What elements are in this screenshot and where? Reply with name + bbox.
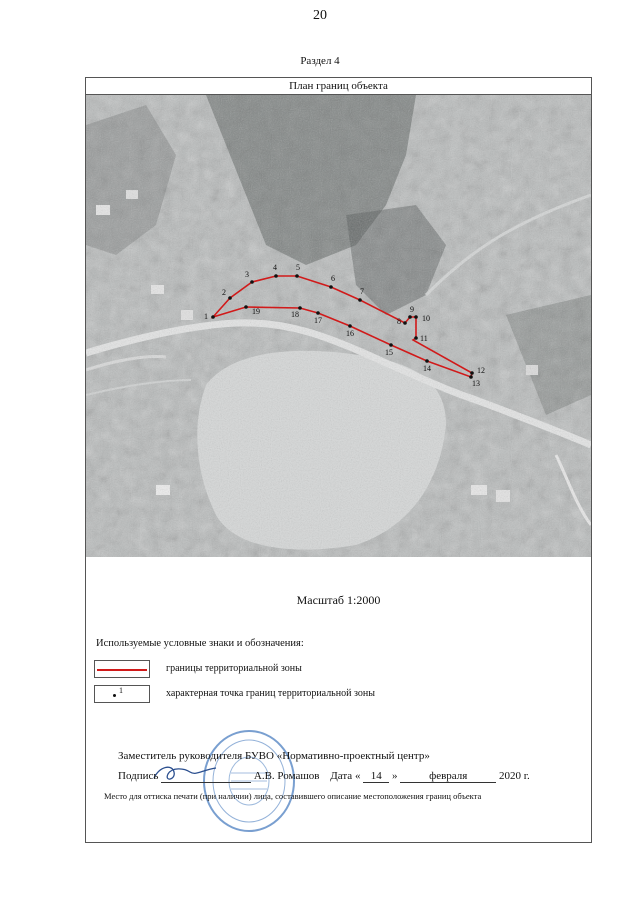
boundary-point-label: 8 — [397, 317, 401, 326]
legend-line-symbol — [94, 660, 150, 678]
boundary-point-label: 2 — [222, 288, 226, 297]
boundary-point — [414, 336, 418, 340]
boundary-point — [329, 285, 333, 289]
signer-position: Заместитель руководителя БУВО «Нормативно-проектный центр» — [118, 750, 430, 762]
point-dot-sample — [113, 694, 116, 697]
boundary-point — [358, 298, 362, 302]
boundary-point-label: 14 — [423, 364, 431, 373]
boundary-point-label: 16 — [346, 329, 354, 338]
boundary-point-label: 5 — [296, 263, 300, 272]
legend-point-symbol — [94, 685, 150, 703]
boundary-point — [244, 305, 248, 309]
date-day: 14 — [363, 770, 389, 783]
boundary-point — [470, 371, 474, 375]
section-title: Раздел 4 — [300, 55, 340, 67]
boundary-point-label: 18 — [291, 310, 299, 319]
boundary-point — [250, 280, 254, 284]
map-svg — [86, 95, 591, 557]
boundary-point-label: 17 — [314, 316, 322, 325]
date-month: февраля — [400, 770, 496, 783]
legend-label-boundary: границы территориальной зоны — [166, 663, 302, 674]
sign-label: Подпись — [118, 770, 159, 782]
boundary-point — [414, 315, 418, 319]
date-label: Дата « — [330, 770, 361, 782]
red-line-sample — [97, 669, 147, 671]
scale-text: Масштаб 1:2000 — [296, 593, 381, 607]
boundary-point — [389, 343, 393, 347]
boundary-point-label: 11 — [420, 334, 428, 343]
boundary-point — [403, 321, 407, 325]
boundary-point — [408, 315, 412, 319]
boundary-point-label: 3 — [245, 270, 249, 279]
boundary-point-label: 9 — [410, 305, 414, 314]
boundary-point-label: 15 — [385, 348, 393, 357]
stamp-note: Место для оттиска печати (при наличии) лица, составившего описание местоположения границ объекта — [104, 791, 482, 801]
boundary-point — [425, 359, 429, 363]
aerial-map — [86, 95, 591, 557]
legend-label-point: характерная точка границ территориальной зоны — [166, 688, 375, 699]
boundary-point-label: 19 — [252, 307, 260, 316]
boundary-point — [228, 296, 232, 300]
boundary-point — [211, 315, 215, 319]
boundary-point-label: 12 — [477, 366, 485, 375]
boundary-point — [274, 274, 278, 278]
boundary-point-label: 10 — [422, 314, 430, 323]
plan-frame — [85, 77, 592, 843]
sign-field — [161, 770, 251, 783]
legend-title: Используемые условные знаки и обозначения: — [96, 638, 304, 649]
plan-title: План границ объекта — [86, 78, 591, 95]
boundary-point-label: 1 — [204, 312, 208, 321]
signature-line — [118, 770, 530, 783]
boundary-point-label: 13 — [472, 379, 480, 388]
signer-name: А.В. Ромашов — [253, 770, 320, 782]
photo-grain — [86, 95, 591, 557]
boundary-point — [348, 324, 352, 328]
boundary-point-label: 4 — [273, 263, 277, 272]
boundary-point — [316, 311, 320, 315]
page-number: 20 — [313, 8, 327, 23]
boundary-point-label: 6 — [331, 274, 335, 283]
boundary-point-label: 7 — [360, 287, 364, 296]
boundary-point — [295, 274, 299, 278]
point-number-sample: 1 — [119, 686, 123, 695]
date-mid: » — [391, 770, 398, 782]
date-year: 2020 г. — [498, 770, 530, 782]
